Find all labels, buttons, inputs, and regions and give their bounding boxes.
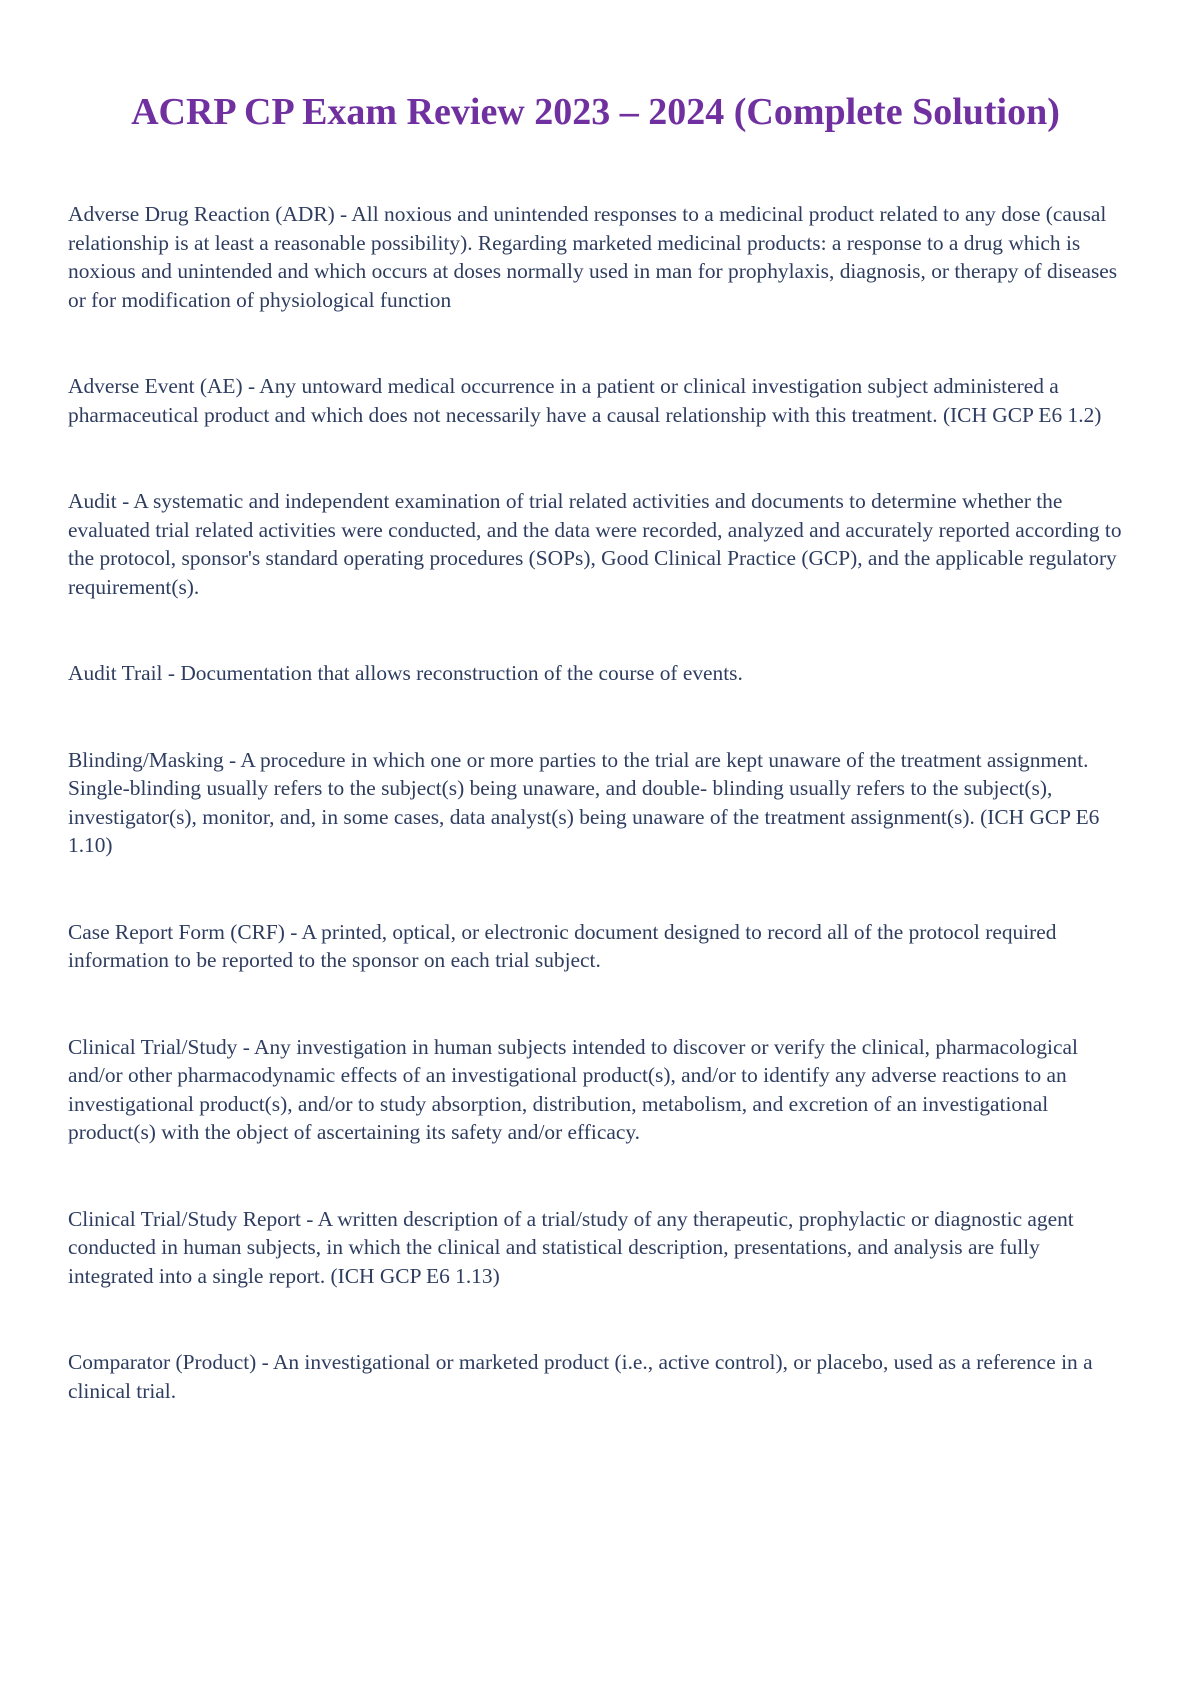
- glossary-list: [68, 200, 1123, 1463]
- glossary-entry-case-report-form: Case Report Form (CRF) - A printed, optical, or electronic document designed to record all of the protocol required information to be reported to the sponsor on each trial subject.: [68, 919, 1057, 972]
- glossary-entry-comparator-product: Comparator (Product) - An investigational or marketed product (i.e., active control), or placebo, used as a reference in a clinical trial.: [68, 1350, 1093, 1403]
- glossary-entry-clinical-trial-study-report: Clinical Trial/Study Report - A written description of a trial/study of any therapeutic, prophylactic or diagnostic agent conducted in human subjects, in which the clinical and statistical description, presentations, and analysis are fully integrated into a single report. (ICH GCP E6 1.13): [68, 1206, 1074, 1288]
- glossary-entry-adverse-drug-reaction: Adverse Drug Reaction (ADR) - All noxious and unintended responses to a medicinal product related to any dose (causal relationship is at least a reasonable possibility). Regarding marketed medicinal products: a response to a drug which is noxious and unintended and which occurs at doses normally used in man for prophylaxis, diagnosis, or therapy of diseases or for modification of physiological function: [68, 202, 1118, 312]
- glossary-entry-audit-trail: Audit Trail - Documentation that allows reconstruction of the course of events.: [68, 661, 743, 685]
- glossary-entry-audit: Audit - A systematic and independent examination of trial related activities and documents to determine whether the evaluated trial related activities were conducted, and the data were recorded, analyzed and accurately reported according to the protocol, sponsor's standard operating procedures (SOPs), Good Clinical Practice (GCP), and the applicable regulatory requirement(s).: [68, 489, 1122, 599]
- glossary-entry-blinding-masking: Blinding/Masking - A procedure in which one or more parties to the trial are kept unaware of the treatment assignment. Single-blinding usually refers to the subject(s) being unaware, and double- blinding usually refers to the subject(s), investigator(s), monitor, and, in some cases, data analyst(s) being unaware of the treatment assignment(s). (ICH GCP E6 1.10): [68, 747, 1100, 857]
- page-title: ACRP CP Exam Review 2023 – 2024 (Complete Solution): [131, 91, 1060, 133]
- glossary-entry-adverse-event: Adverse Event (AE) - Any untoward medical occurrence in a patient or clinical investigation subject administered a pharmaceutical product and which does not necessarily have a causal relationship with this treatment. (ICH GCP E6 1.2): [68, 374, 1102, 427]
- glossary-entry-clinical-trial-study: Clinical Trial/Study - Any investigation in human subjects intended to discover or verify the clinical, pharmacological and/or other pharmacodynamic effects of an investigational product(s), and/or to identify any adverse reactions to an investigational product(s), and/or to study absorption, distribution, metabolism, and excretion of an investigational product(s) with the object of ascertaining its safety and/or efficacy.: [68, 1034, 1078, 1144]
